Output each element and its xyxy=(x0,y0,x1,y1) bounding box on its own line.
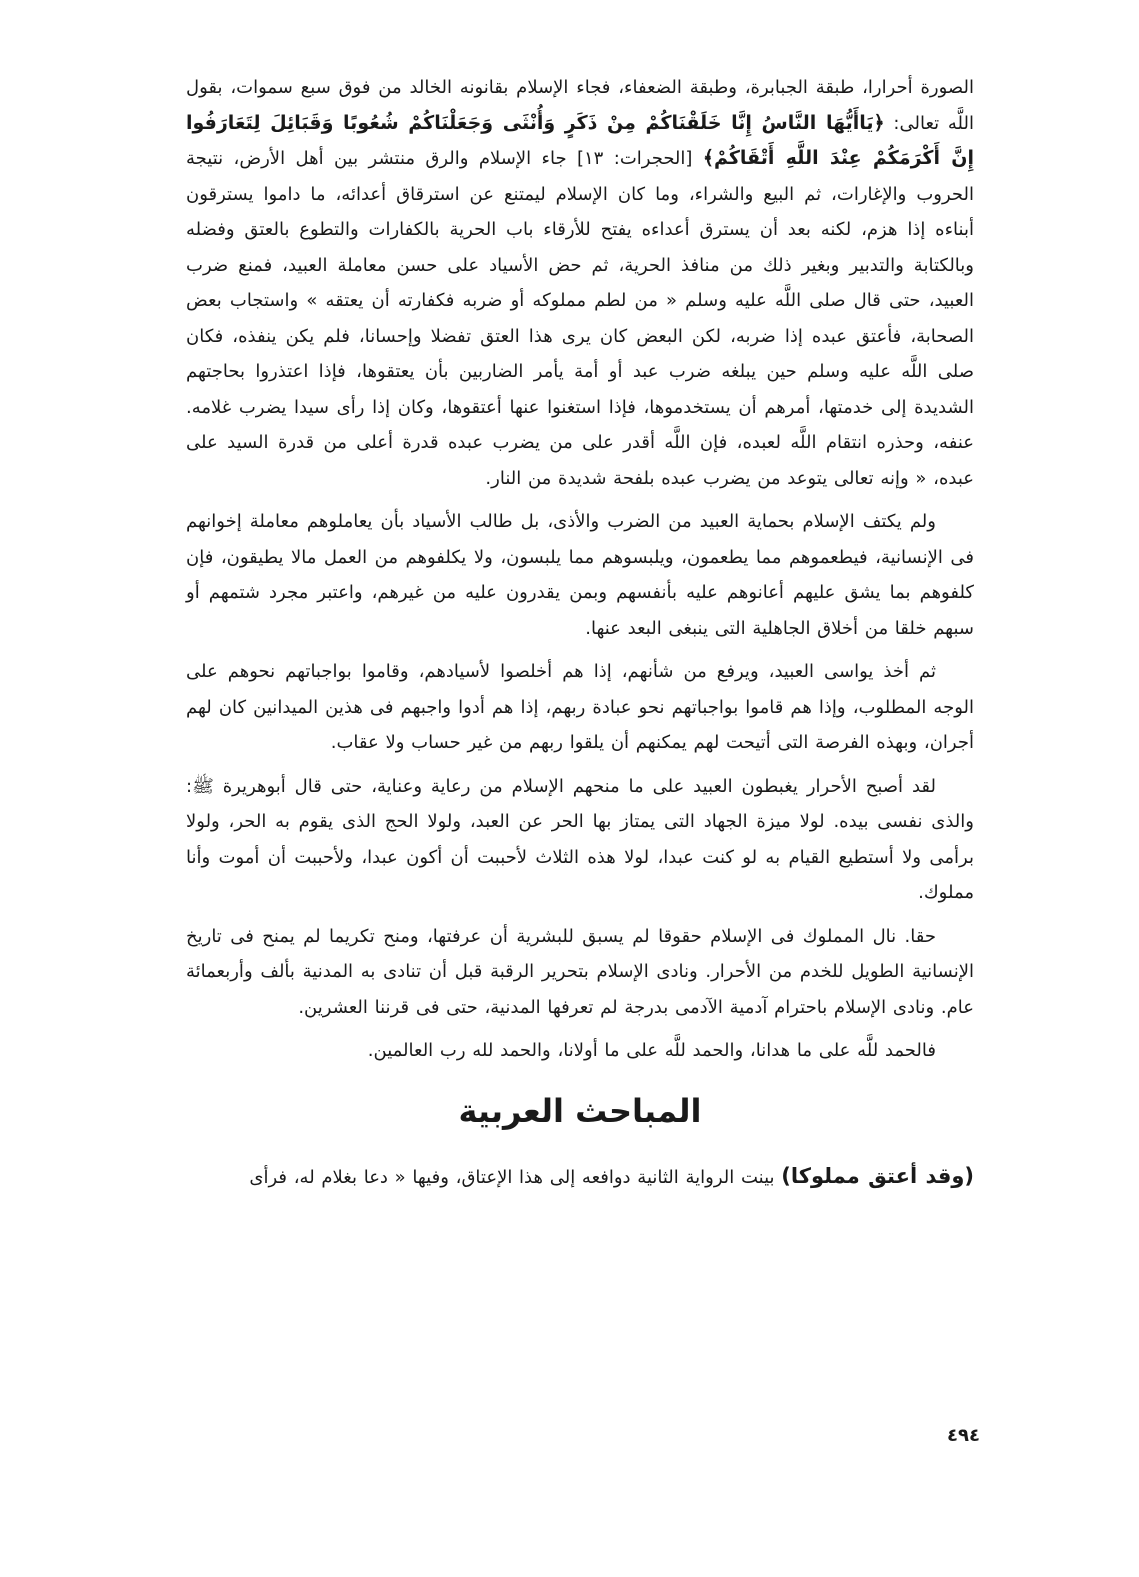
paragraph-text: جاء الإسلام والرق منتشر بين أهل الأرض، نتيجة الحروب والإغارات، ثم البيع والشراء، وما كان الإسلام ليمتنع عن استرقاق أعدائه، ما داموا يسترقون أبناءه إذا هزم، لكنه بعد أن يسترق أعداءه يفتح للأرقاء باب الحرية بالكفارات والتطوع بالعتق وفضله وبالكتابة والتدبير وبغير ذلك من منافذ الحرية، ثم حض الأسياد على حسن معاملة العبيد، فمنع ضرب العبيد، حتى قال صلى اللَّه عليه وسلم « من لطم مملوكه أو ضربه فكفارته أن يعتقه » واستجاب بعض الصحابة، فأعتق عبده إذا ضربه، لكن البعض كان يرى هذا العتق تفضلا وإحسانا، فلم يكن ينفذه، فكان صلى اللَّه عليه وسلم حين يبلغه ضرب عبد أو أمة يأمر الضاربين بأن يعتقوها، فإذا اعتذروا بحاجتهم الشديدة إلى خدمتها، أمرهم أن يستخدموها، فإذا استغنوا عنها أعتقوها، وكان إذا رأى سيدا يضرب غلامه. عنفه، وحذره انتقام اللَّه لعبده، فإن اللَّه أقدر على من يضرب عبده قدرة أعلى من قدرة السيد على عبده، « وإنه تعالى يتوعد من يضرب عبده بلفحة شديدة من النار. xyxy=(186,148,974,489)
paragraph-praise: فالحمد للَّه على ما هدانا، والحمد للَّه على ما أولانا، والحمد لله رب العالمين. xyxy=(367,1040,936,1061)
paragraph-slavery-intro xyxy=(186,70,974,496)
paragraph-text: بينت الرواية الثانية دوافعه إلى هذا الإعتاق، وفيها « دعا بغلام له، فرأى xyxy=(249,1166,782,1188)
paragraph-rights: حقا. نال المملوك فى الإسلام حقوقا لم يسبق للبشرية أن عرفتها، ومنح تكريما لم يمنح فى تاريخ الإنسانية الطويل للخدم من الأحرار. ونادى الإسلام بتحرير الرقبة قبل أن تنادى به المدنية بألف وأربعمائة عام. ونادى الإسلام باحترام آدمية الآدمى بدرجة لم تعرفها المدنية، حتى فى قرننا العشرين. xyxy=(186,925,974,1018)
paragraph-consolation: ثم أخذ يواسى العبيد، ويرفع من شأنهم، إذا هم أخلصوا لأسيادهم، وقاموا بواجباتهم نحوهم على الوجه المطلوب، وإذا هم قاموا بواجباتهم نحو عبادة ربهم، إذا هم أدوا واجبهم فى هذين الميدانين كان لهم أجران، وبهذه الفرصة التى أتيحت لهم يمكنهم أن يلقوا ربهم من غير حساب ولا عقاب. xyxy=(186,661,974,753)
paragraph-treatment: ولم يكتف الإسلام بحماية العبيد من الضرب والأذى، بل طالب الأسياد بأن يعاملوهم معاملة إخوانهم فى الإنسانية، فيطعموهم مما يطعمون، ويلبسوهم مما يلبسون، ولا يكلفوهم من العمل مالا يطيقون، فإن كلفوهم بما يشق عليهم أعانوهم عليه بأنفسهم وبمن يقدرون عليه من غيرهم، واعتبر مجرد شتمهم أو سبهم خلقا من أخلاق الجاهلية التى ينبغى البعد عنها. xyxy=(186,511,974,639)
paragraph-abu-hurairah: لقد أصبح الأحرار يغبطون العبيد على ما منحهم الإسلام من رعاية وعناية، حتى قال أبوهريرة ﷺ: والذى نفسى بيده. لولا ميزة الجهاد التى يمتاز بها الحر عن العبد، ولولا الحج الذى يقوم به الحر، ولولا برأمى ولا أستطيع القيام به لو كنت عبدا، لولا هذه الثلاث لأحببت أن أكون عبدا، ولأحببت أن أموت وأنا مملوك. xyxy=(186,775,974,903)
lead-term: (وقد أعتق مملوكا) xyxy=(781,1163,974,1188)
page-number: ٤٩٤ xyxy=(947,1425,980,1446)
section-heading: المباحث العربية xyxy=(458,1091,702,1130)
paragraph-text: الصورة أحرارا، طبقة الجبابرة، وطبقة الضعفاء، فجاء الإسلام بقانونه الخالد من فوق سبع سموات، بقول اللَّه تعالى: xyxy=(186,77,974,134)
paragraph-section-lead xyxy=(186,1159,974,1196)
quran-verse: ﴿يَاأَيُّهَا النَّاسُ إِنَّا خَلَقْنَاكُمْ مِنْ ذَكَرٍ وَأُنْثَى وَجَعَلْنَاكُمْ شُعُوبًا وَقَبَائِلَ لِتَعَارَفُوا إِنَّ أَكْرَمَكُمْ عِنْدَ اللَّهِ أَتْقَاكُمْ﴾ xyxy=(186,111,974,169)
verse-reference: [الحجرات: ١٣] xyxy=(566,148,703,169)
document-page xyxy=(186,70,974,1203)
